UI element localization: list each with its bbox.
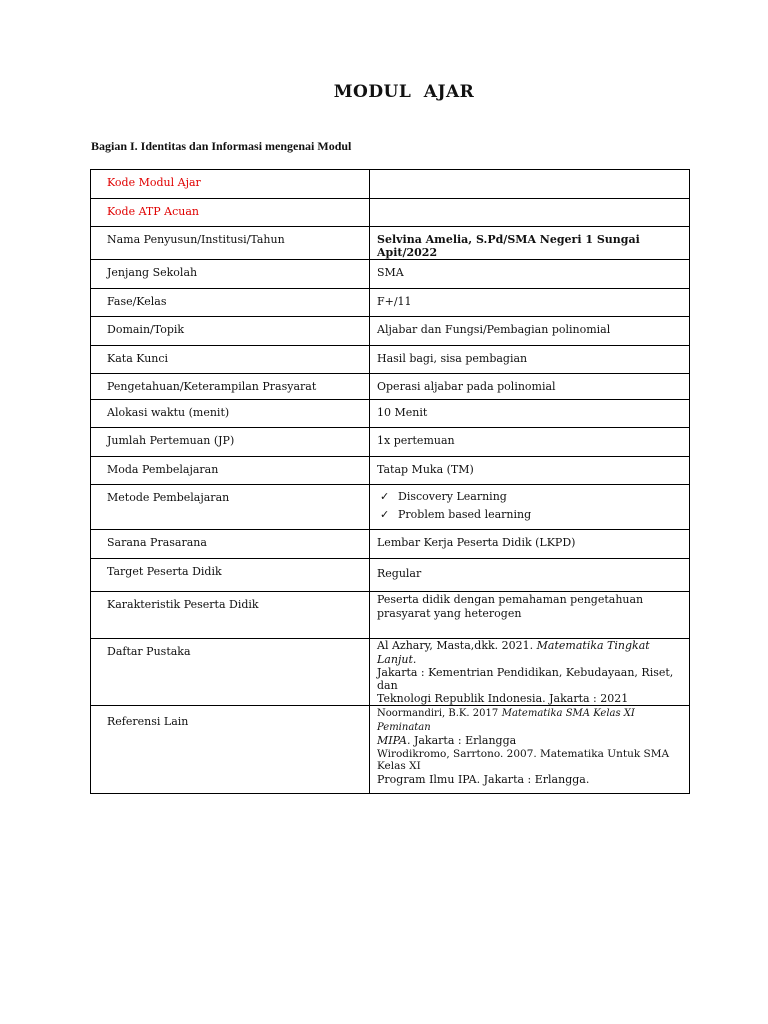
metode-list (377, 488, 685, 524)
row-label-moda: Moda Pembelajaran (91, 457, 370, 485)
module-identity-table (90, 169, 690, 794)
row-value-jumlah-pertemuan: 1x pertemuan (370, 428, 690, 457)
page-title: MODUL AJAR (333, 82, 475, 102)
row-value-prasyarat: Operasi aljabar pada polinomial (370, 374, 690, 400)
pustaka-book-title: Matematika Tingkat Lanjut. (377, 639, 650, 666)
row-value-daftar-pustaka (370, 639, 690, 706)
row-value-kata-kunci: Hasil bagi, sisa pembagian (370, 346, 690, 374)
row-value-kode-modul (370, 170, 690, 199)
referensi-line: Wirodikromo, Sarrtono. 2007. Matematika Untuk SMA Kelas XI (377, 747, 670, 773)
check-icon: ✓ (380, 490, 390, 504)
table-row (91, 485, 690, 530)
row-label-referensi-lain: Referensi Lain (91, 706, 370, 794)
referensi-line (377, 734, 685, 747)
pustaka-author: Al Azhary, Masta,dkk. 2021. (377, 639, 534, 653)
row-value-jenjang: SMA (370, 260, 690, 289)
list-item (377, 488, 685, 506)
row-value-referensi-lain (370, 706, 690, 794)
table-row (91, 260, 690, 289)
referensi-publisher: Jakarta : Erlangga (410, 734, 517, 748)
table-row (91, 374, 690, 400)
table-row (91, 289, 690, 317)
row-value-penyusun: Selvina Amelia, S.Pd/SMA Negeri 1 Sungai Apit/2022 (370, 227, 690, 260)
row-label-fase-kelas: Fase/Kelas (91, 289, 370, 317)
referensi-line: Program Ilmu IPA. Jakarta : Erlangga. (377, 772, 590, 786)
row-value-moda: Tatap Muka (TM) (370, 457, 690, 485)
row-value-metode (370, 485, 690, 530)
row-label-penyusun: Nama Penyusun/Institusi/Tahun (91, 227, 370, 260)
table-row (91, 199, 690, 227)
table-row (91, 400, 690, 428)
karakteristik-line: Peserta didik dengan pemahaman pengetahuan (377, 593, 644, 607)
row-label-metode: Metode Pembelajaran (91, 485, 370, 530)
row-value-alokasi-waktu: 10 Menit (370, 400, 690, 428)
table-row (91, 227, 690, 260)
row-value-kode-atp (370, 199, 690, 227)
list-item (377, 506, 685, 524)
table-row (91, 346, 690, 374)
table-row (91, 170, 690, 199)
table-row (91, 457, 690, 485)
table-row (91, 592, 690, 639)
pustaka-line: Jakarta : Kementrian Pendidikan, Kebudayaan, Riset, dan (377, 665, 674, 692)
table-row (91, 559, 690, 592)
referensi-book-title: Matematika SMA Kelas XI Peminatan (377, 708, 635, 734)
pustaka-line (377, 639, 685, 665)
row-value-domain-topik: Aljabar dan Fungsi/Pembagian polinomial (370, 317, 690, 346)
row-value-target: Regular (370, 559, 690, 592)
referensi-author: Noormandiri, B.K. 2017 (377, 708, 499, 720)
row-label-target: Target Peserta Didik (91, 559, 370, 592)
row-label-daftar-pustaka: Daftar Pustaka (91, 639, 370, 706)
referensi-book-title-cont: MIPA. (377, 734, 411, 748)
section-heading: Bagian I. Identitas dan Informasi mengenai Modul (91, 139, 352, 153)
pustaka-line: Teknologi Republik Indonesia. Jakarta : 2021 (377, 692, 629, 706)
table-row (91, 639, 690, 706)
row-label-alokasi-waktu: Alokasi waktu (menit) (91, 400, 370, 428)
row-value-sarana: Lembar Kerja Peserta Didik (LKPD) (370, 530, 690, 559)
metode-item-label: Discovery Learning (398, 490, 507, 504)
table-row (91, 428, 690, 457)
row-label-jumlah-pertemuan: Jumlah Pertemuan (JP) (91, 428, 370, 457)
row-label-prasyarat: Pengetahuan/Keterampilan Prasyarat (91, 374, 370, 400)
row-label-sarana: Sarana Prasarana (91, 530, 370, 559)
table-row (91, 706, 690, 794)
metode-item-label: Problem based learning (398, 508, 532, 522)
row-label-kata-kunci: Kata Kunci (91, 346, 370, 374)
row-label-karakteristik: Karakteristik Peserta Didik (91, 592, 370, 639)
table-row (91, 530, 690, 559)
check-icon: ✓ (380, 508, 390, 522)
row-label-domain-topik: Domain/Topik (91, 317, 370, 346)
row-value-fase-kelas: F+/11 (370, 289, 690, 317)
referensi-line (377, 706, 685, 734)
row-label-kode-modul: Kode Modul Ajar (91, 170, 370, 199)
row-label-kode-atp: Kode ATP Acuan (91, 199, 370, 227)
karakteristik-line: prasyarat yang heterogen (377, 606, 522, 620)
row-value-karakteristik (370, 592, 690, 639)
row-label-jenjang: Jenjang Sekolah (91, 260, 370, 289)
table-row (91, 317, 690, 346)
